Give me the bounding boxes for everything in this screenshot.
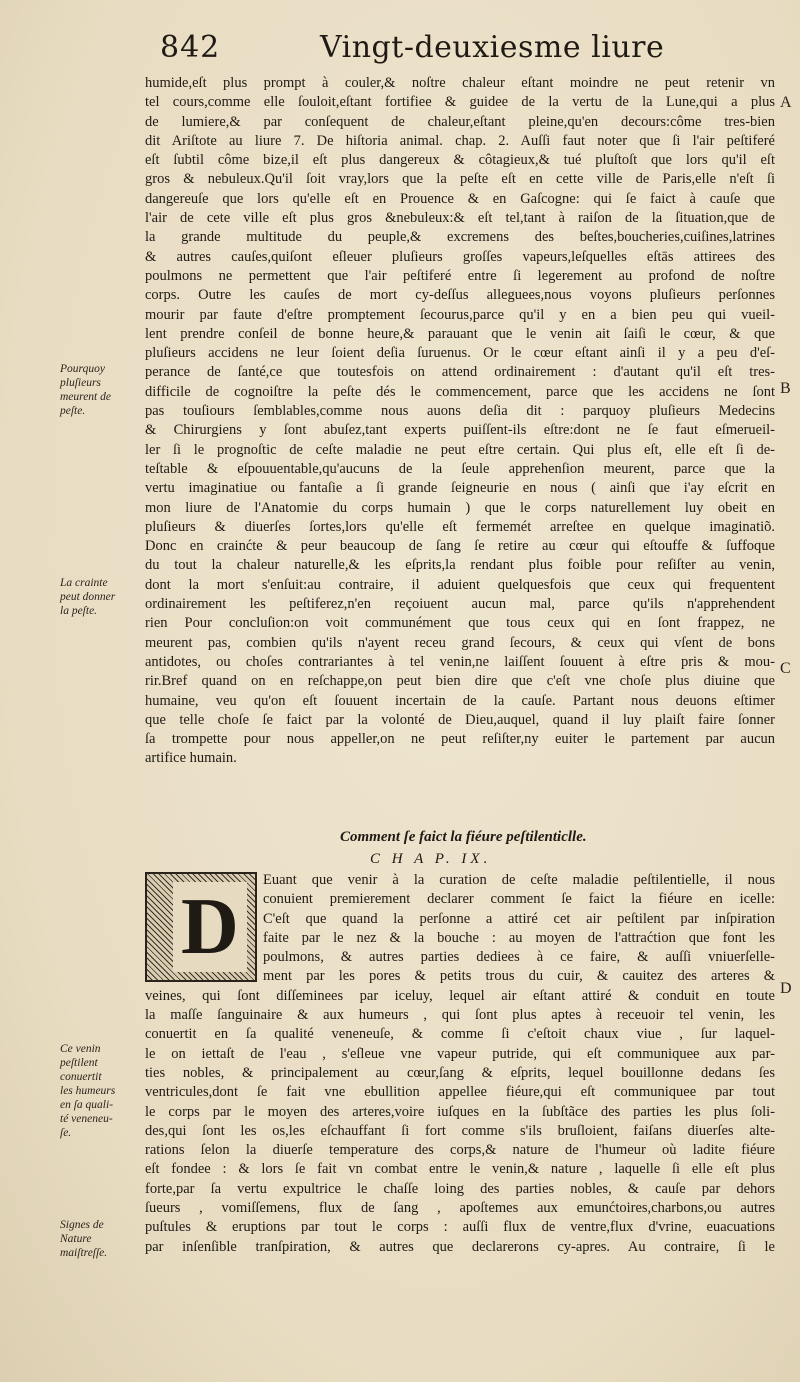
marginal-line: pluſieurs [60,377,101,389]
chapter-title: Comment ſe faict la fiéure peſtilenticlle. [340,829,587,845]
chapter-text-block [145,871,775,1257]
text-line: conuient premierement declarer comment ſe faict la fiéure en icelle: [263,891,775,908]
marginal-line: la peſte. [60,605,98,617]
marginal-line: Pourquoy [60,363,105,375]
text-line: pluſieurs accidens ne leur ſoient deſia ſuruenus. Or le cœur eſtant ainſi il y a peu d'eſ- [145,345,775,362]
text-line: humaine, veu qu'on eſt ſouuent incertain de la cauſe. Partant nous deuons eſtimer [145,692,775,709]
initial-letter: D [173,882,247,972]
marginal-line: ſe. [60,1127,72,1139]
text-line: ventricules,dont ſe fait vne ebullition appellee fiéure,qui eſt communiquee par tout [145,1084,775,1101]
text-line: teſtable & eſpouuentable,qu'aucuns de la ſeule apprehenſion meurent, parce que la [145,460,775,477]
text-line: tel cours,comme elle ſouloit,eſtant fortifiee & guidee de la vertu de la Lune,qui a plus [145,94,775,111]
section-letter-b: B [780,380,791,397]
marginal-line: meurent de [60,391,111,403]
marginal-line: Signes de [60,1219,104,1231]
text-line: vertu imaginatiue ou fantaſie a ſi grande ſeigneurie en nous ( ainſi que i'ay eſcrit en [145,480,775,497]
running-head: Vingt-deuxiesme liure [320,30,665,65]
marginal-line: peut donner [60,591,116,603]
marginal-line: en ſa quali- [60,1099,114,1111]
text-line: puſtules & eruptions par tout le corps : auſſi flux de ventre,flux d'vrine, euacuations [145,1219,775,1236]
section-letter-a: A [780,94,792,111]
text-line: gros & nebuleux.Qu'il ſoit vray,lors que la peſte eſt en cette ville de Paris,elle n'eſt ſi [145,171,775,188]
marginal-line: Nature [60,1233,92,1245]
marginal-line: peſte. [60,405,86,417]
main-text-block [145,74,775,769]
marginal-note-venin [60,1042,115,1140]
marginal-line: peſtilent [60,1057,98,1069]
text-line: meurent pas, combien qu'ils n'ayent receu grand ſecours, & ceux qui vſent de bons [145,634,775,651]
text-line: Euant que venir à la curation de ceſte maladie peſtilentielle, il nous [263,872,775,888]
text-line: dit Ariſtote au liure 7. De hiſtoria animal. chap. 2. Auſſi faut noter que ſi l'air peſtiferé [145,132,775,149]
text-line: des,qui ſont les os,les eſchauffant ſi fort comme s'ils bruſloient, faiſans diuerſes alte- [145,1122,775,1139]
text-line: forte,par ſa vertu expultrice le chaſſe loing des parties nobles, & cauſe par dehors [145,1180,775,1197]
text-line: antidotes, ou choſes contrariantes à tel venin,ne laiſſent ſouuent à eſtre pris & mou- [145,653,775,670]
text-line: eſt fondee : & lors ſe fait vn combat entre le venin,& nature , laquelle ſi elle eſt plus [145,1161,775,1178]
text-line: humide,eſt plus prompt à couler,& noſtre chaleur eſtant moindre ne peut retenir vn [145,75,775,91]
text-line: pas touſiours ſemblables,comme nous auons deſia dit : parquoy pluſieurs Medecins [145,403,775,420]
text-line: ment par les pores & petits trous du cuir, & cauitez des arteres & [263,968,775,985]
text-line: mon liure de l'Anatomie du corps humain ) que le corps naturellement luy obeit en [145,499,775,516]
marginal-note-pourquoy [60,362,111,418]
text-line: artifice humain. [145,750,237,767]
marginal-line: té veneneu- [60,1113,113,1125]
text-line: C'eſt que quand la perſonne a attiré cet air peſtilent par inſpiration [263,910,775,927]
text-line: rir.Bref quand on en reſchappe,on peut bien dire que c'eſt vne choſe plus diuine que [145,673,775,690]
text-line: lent prendre conſeil de bonne heure,& parauant que le venin ait ſaiſi le cœur, & que [145,325,775,342]
chapter-number: C H A P. IX. [370,851,492,867]
text-line: ſueurs , vomiſſemens, flux de ſang , apoſtemes aux emunćtoires,charbons,ou autres [145,1200,775,1217]
text-line: rations ſelon la diuerſe temperature des corps,& nature de l'humeur où ladite fiéure [145,1142,775,1159]
text-line: le corps par le moyen des arteres,voire iuſques en la ſubſtãce des parties les plus ſoli- [145,1103,775,1120]
text-line: l'air de cete ville eſt plus gros &nebuleux:& eſt tel,tant à raiſon de la ſituation,que de [145,210,775,227]
marginal-line: les humeurs [60,1085,116,1097]
text-line: le on iettaſt de l'eau , s'eſleue vne vapeur putride, qui eſt communiquee aux par- [145,1045,775,1062]
marginal-line: Ce venin [60,1043,101,1055]
text-line: faite par le nez & la bouche : au moyen de l'attraćtion que font les [263,929,775,946]
page-header [160,30,680,70]
marginal-line: conuertit [60,1071,102,1083]
text-line: poulmons ne permettent que l'air peſtiferé entre ſi legerement au profond de noſtre [145,267,775,284]
text-line: eſt ſubtil côme bize,il eſt plus dangereux & côtagieux,& tué pluſtoſt que lors qu'il eſt [145,152,775,169]
text-line: & Chirurgiens y ſont abuſez,tant experts puiſſent-ils eſtre:dont ne ſe faut eſmerueil- [145,422,775,439]
marginal-note-signes [60,1218,107,1260]
marginal-line: maiſtreſſe. [60,1247,108,1259]
text-line: la maſſe ſanguinaire & aux humeurs , qui ſont plus aptes à receuoir tel venin, les [145,1007,775,1024]
text-line: perance de ſanté,ce que toutesfois on attend ordinairement : d'autant qu'il eſt tres- [145,364,775,381]
text-line: difficile de cognoiſtre la peſte dés le commencement, parce que les accidens ne ſont [145,383,775,400]
text-line: ordinairement les peſtiferez,n'en reçoiuent aucun mal, parce qu'ils n'apprehendent [145,596,775,613]
text-line: la grande multitude du peuple,& excremens des beſtes,boucheries,cuiſines,latrines [145,229,775,246]
text-line: dangereuſe que lors qu'elle eſt en Prouence & en Gaſcogne: qui ſe faict à cauſe que [145,190,775,207]
marginal-note-crainte [60,576,115,618]
text-line: Donc en crainćte & peur beaucoup de ſang ſe retire au cœur qui eſtouffe & ſuffoque [145,538,775,555]
text-line: corps. Outre les cauſes de mort cy-deſſus alleguees,nous voyons pluſieurs perſonnes [145,287,775,304]
text-line: que telle choſe ſe faict par la volonté de Dieu,auquel, quand il luy plaiſt faire ſonner [145,711,775,728]
text-line: mourir par faute d'eſtre promptement ſecourus,parce qu'il y en a bien peu qui vueil- [145,306,775,323]
section-letter-d: D [780,980,792,997]
text-line: pluſieurs & diuerſes ſortes,lors qu'elle eſt fermemét arreſtee en quelque imaginatiõ. [145,518,775,535]
text-line: ties nobles, & principalement au cœur,ſang & eſprits, lequel bouillonne dedans ſes [145,1064,775,1081]
marginal-line: La crainte [60,577,108,589]
text-line: par inſenſible tranſpiration, & autres que declarerons cy-apres. Au contraire, ſi le [145,1238,775,1255]
text-line: conuertit en ſa qualité veneneuſe, & comme ſi c'eſtoit chaux viue , ſur laquel- [145,1026,775,1043]
text-line: & autres cauſes,quiſont eſleuer pluſieurs groſſes vapeurs,leſquelles eſtās attirees des [145,248,775,265]
text-line: du tout la chaleur naturelle,& les eſprits,la rendant plus foible pour reſiſter au venin, [145,557,775,574]
section-letter-c: C [780,660,791,677]
text-line: de lumiere,& par conſequent de chaleur,eſtant pleine,qu'en decours:côme tres-bien [145,113,775,130]
text-line: veines, qui ſont diſſeminees par iceluy, lequel air eſtant attiré & conduit en toute [145,987,775,1004]
text-line: rien Pour concluſion:on voit communément que tous ceux qui en ſont frappez, ne [145,615,775,632]
text-line: ler ſi le prognoſtic de ceſte maladie ne peut eſtre certain. Qui plus eſt, elle eſt ſi de- [145,441,775,458]
text-line: ſa trompette pour nous appeller,on ne peut reſiſter,ny euiter le partement par aucun [145,731,775,748]
page-number: 842 [160,30,221,65]
text-line: dont la mort s'enſuit:au contraire, il aduient quelquesfois que ceux qui frequentent [145,576,775,593]
text-line: poulmons, & autres parties dediees à ce faire, & auſſi vniuerſelle- [263,949,775,966]
